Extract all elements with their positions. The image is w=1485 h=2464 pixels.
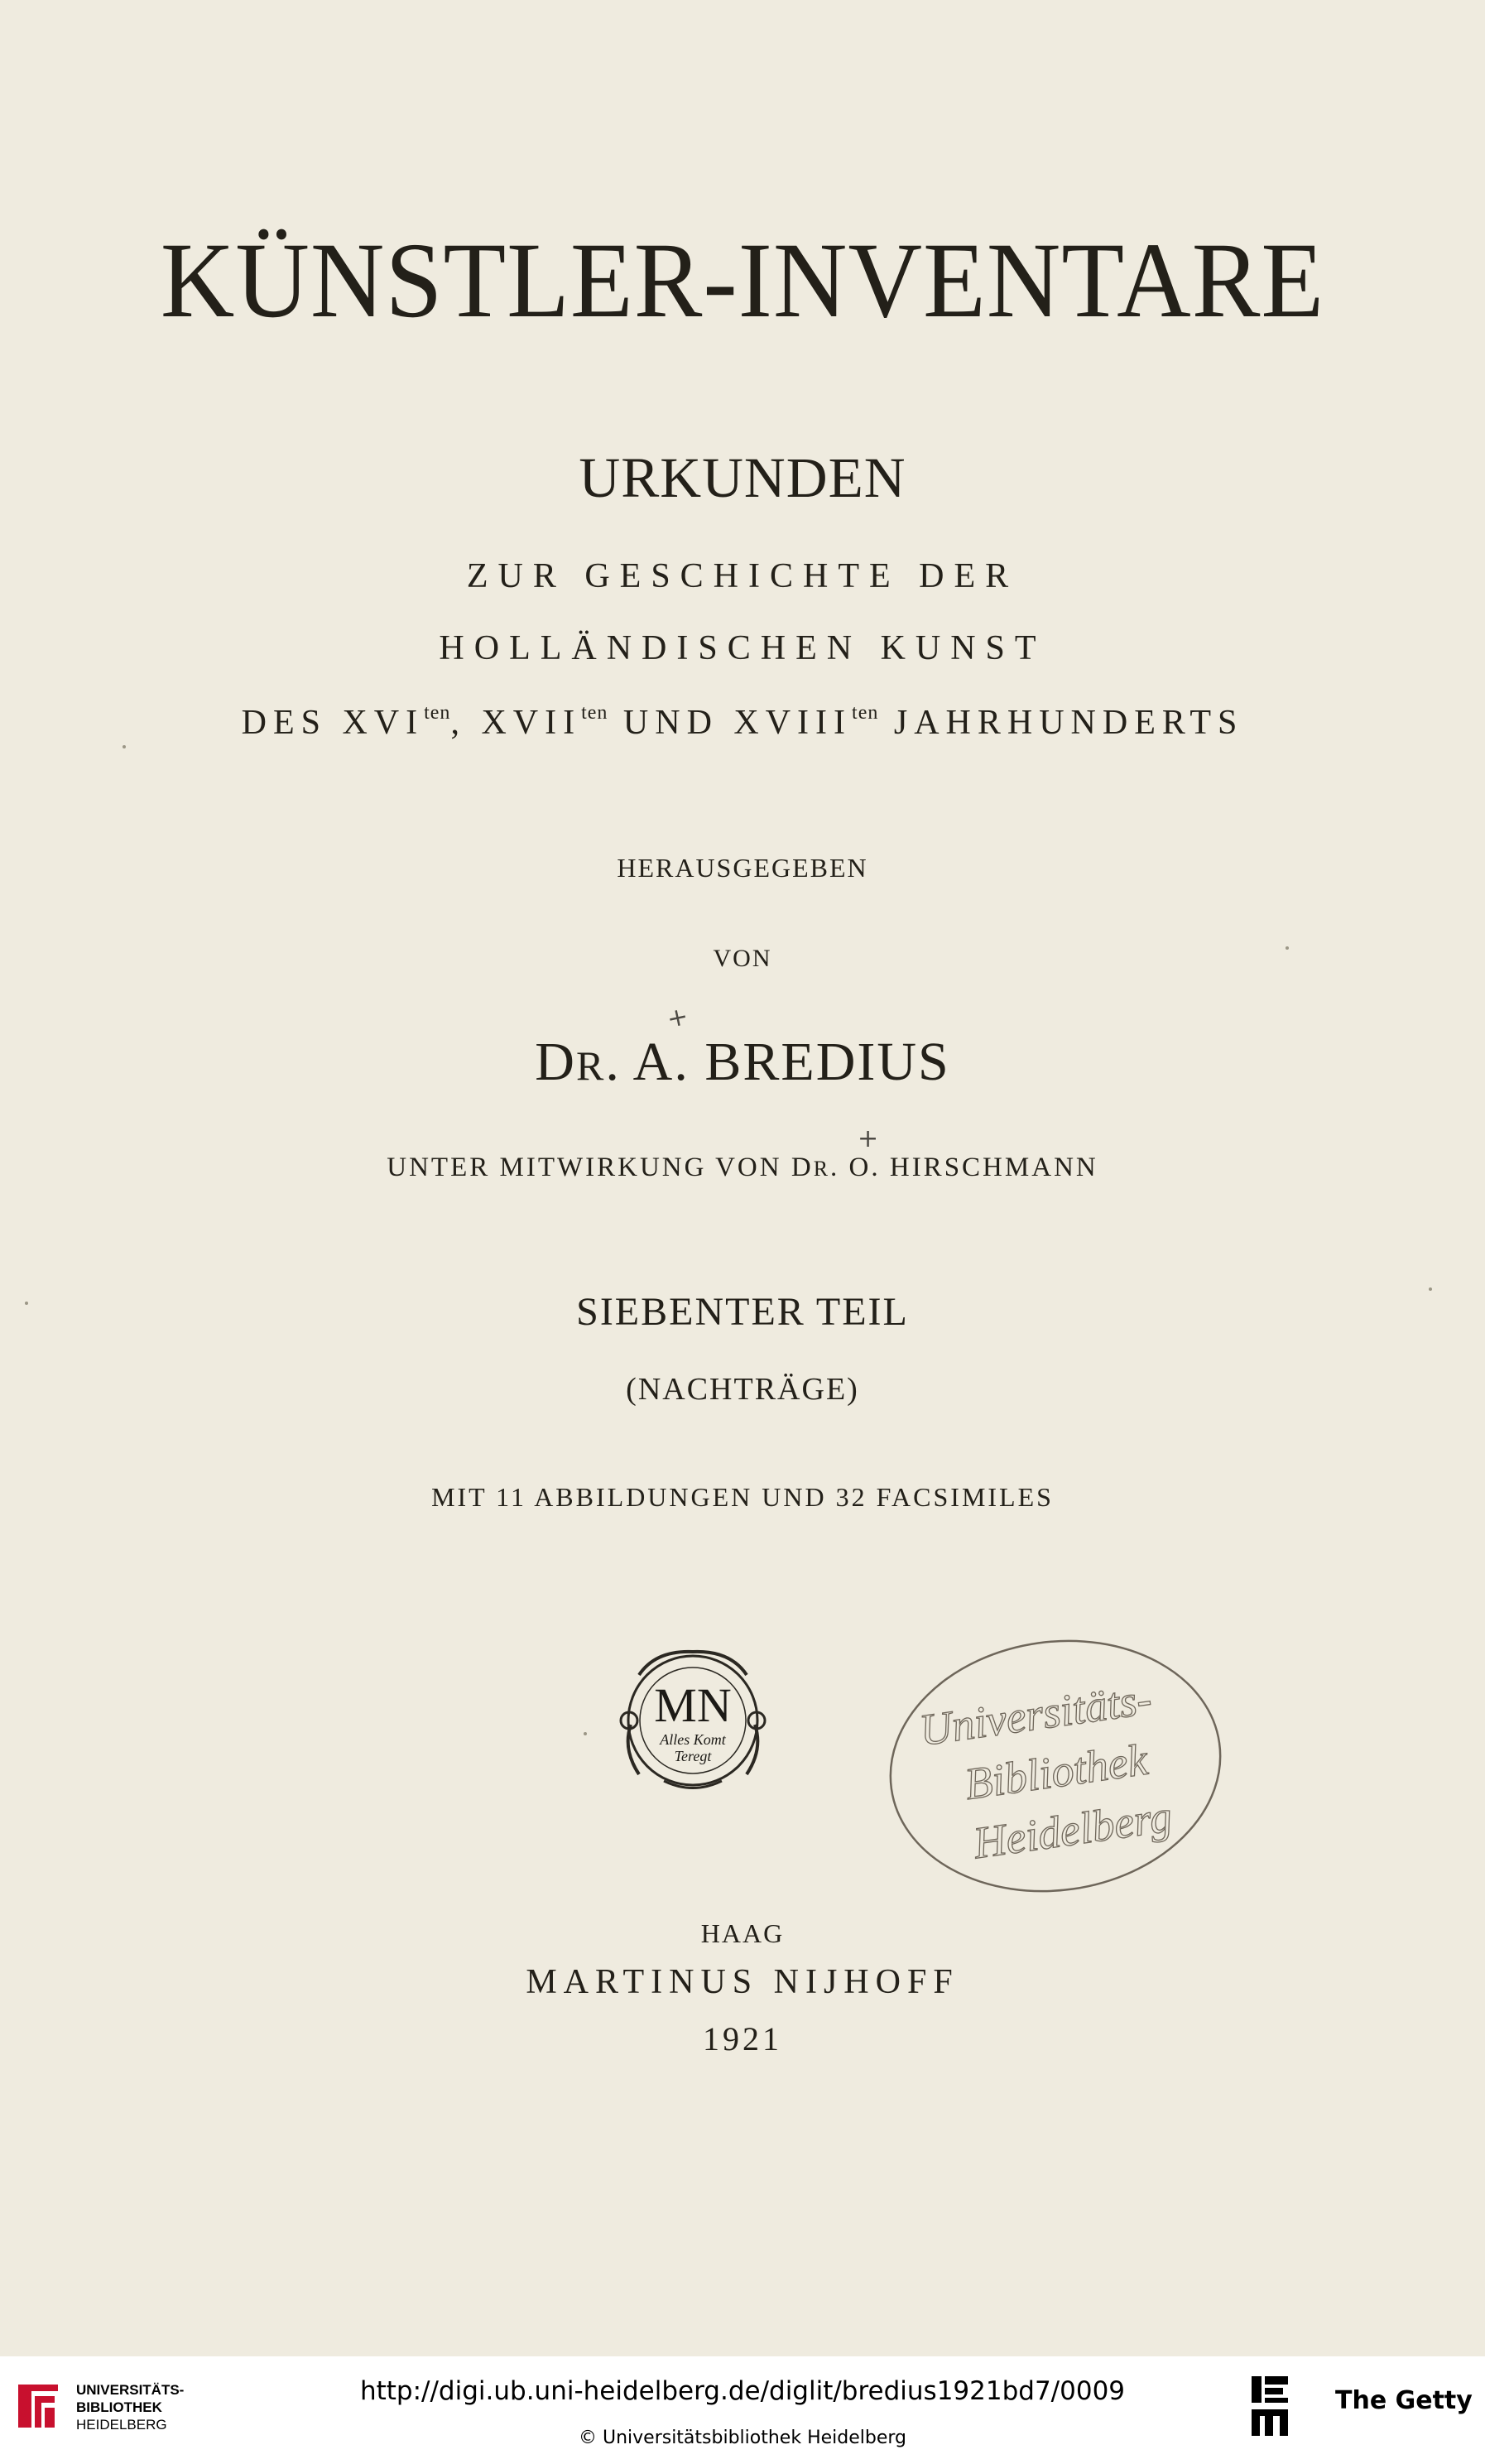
handwritten-cross-mark: + <box>664 1001 691 1035</box>
publisher-logo-icon <box>606 1642 780 1799</box>
handwritten-cross-mark: + <box>858 1124 879 1153</box>
publication-place: HAAG <box>700 1918 785 1948</box>
paper-speck <box>1286 946 1289 950</box>
library-stamp <box>877 1629 1233 1903</box>
getty-name[interactable]: The Getty <box>1335 2386 1473 2415</box>
subtitle-line-1: ZUR GESCHICHTE DER <box>466 557 1019 595</box>
logo-motto-line-2: Teregt <box>674 1748 712 1764</box>
edited-by-label: HERAUSGEGEBEN <box>617 853 868 883</box>
library-name-line-2: BIBLIOTHEK <box>76 2399 162 2415</box>
library-name-line-3: HEIDELBERG <box>76 2417 167 2433</box>
book-subtitle: URKUNDEN <box>579 446 906 509</box>
collaboration-line <box>0 1153 1485 1183</box>
author-prefix-r: R <box>575 1042 606 1089</box>
author-rest: . A. BREDIUS <box>605 1032 950 1092</box>
paper-speck <box>584 1732 587 1735</box>
illustrations-note: MIT 11 ABBILDUNGEN UND 32 FACSIMILES <box>431 1482 1054 1512</box>
paper-speck <box>25 1302 28 1305</box>
volume-part: SIEBENTER TEIL <box>576 1290 909 1334</box>
subtitle-line-3 <box>0 702 1485 743</box>
permalink-url[interactable]: http://digi.ub.uni-heidelberg.de/diglit/bredius1921bd7/0009 <box>359 2376 1126 2406</box>
subtitle-line-3-des: DES XVI <box>241 704 425 742</box>
logo-motto-line-1: Alles Komt <box>660 1731 726 1748</box>
collaboration-rest: . O. HIRSCHMANN <box>830 1153 1098 1182</box>
superscript-ten-1: ten <box>424 702 451 724</box>
subtitle-line-3-end: JAHRHUNDERTS <box>878 704 1244 742</box>
publication-year: 1921 <box>703 2020 782 2057</box>
superscript-ten-3: ten <box>852 702 879 724</box>
subtitle-line-3-mid-1: , XVII <box>450 704 582 742</box>
author-prefix-d: D <box>535 1032 576 1092</box>
superscript-ten-2: ten <box>581 702 608 724</box>
collaboration-r: R <box>813 1157 831 1181</box>
collaboration-start: UNTER MITWIRKUNG VON D <box>387 1153 814 1182</box>
subtitle-line-2: HOLLÄNDISCHEN KUNST <box>439 629 1046 667</box>
author-name <box>0 1031 1485 1094</box>
stamp-line-2: Bibliothek <box>961 1734 1151 1810</box>
subtitle-line-3-mid-2: UND XVIII <box>608 704 853 742</box>
book-title: KÜNSTLER-INVENTARE <box>160 220 1325 340</box>
paper-speck <box>1429 1287 1432 1291</box>
copyright-notice: © Universitätsbibliothek Heidelberg <box>578 2428 906 2448</box>
stamp-line-3: Heidelberg <box>970 1791 1175 1869</box>
logo-monogram: MN <box>654 1678 732 1732</box>
volume-part-note: (NACHTRÄGE) <box>626 1372 859 1407</box>
by-label: VON <box>713 945 772 972</box>
publisher-name: MARTINUS NIJHOFF <box>526 1963 959 2001</box>
paper-speck <box>123 745 126 748</box>
library-name-line-1: UNIVERSITÄTS- <box>76 2382 185 2398</box>
footer-bar <box>0 2356 1485 2464</box>
stamp-line-1: Universitäts- <box>916 1673 1155 1756</box>
getty-logo-icon[interactable] <box>1250 2373 1300 2442</box>
